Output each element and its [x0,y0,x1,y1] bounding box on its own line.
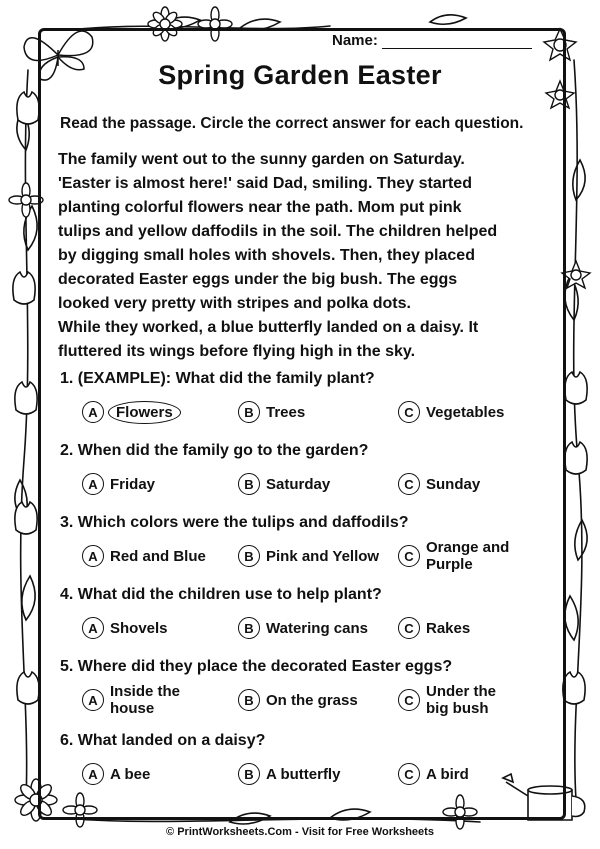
option-c[interactable] [398,684,506,716]
option-text: Pink and Yellow [266,547,380,565]
option-a[interactable] [82,684,190,716]
question-6 [60,730,540,794]
answer-options [60,468,540,504]
option-letter: C [398,473,420,495]
option-letter: C [398,763,420,785]
option-letter: C [398,401,420,423]
option-text: Watering cans [266,619,368,637]
option-b[interactable] [238,612,368,644]
option-text: A bird [426,765,469,783]
option-text: Friday [110,475,156,493]
option-c[interactable] [398,540,521,572]
passage-line: The family went out to the sunny garden on Saturday. [58,151,465,168]
option-letter: B [238,473,260,495]
option-letter: A [82,689,104,711]
option-b[interactable] [238,396,305,428]
question-5 [60,656,540,720]
option-letter: B [238,689,260,711]
option-c[interactable] [398,612,470,644]
name-line[interactable] [382,34,532,49]
option-text: Rakes [426,619,471,637]
option-c[interactable] [398,758,469,790]
answer-options [60,758,540,794]
option-letter: A [82,763,104,785]
passage-line: fluttered its wings before flying high in the sky. [58,343,416,360]
option-text: Inside the house [110,683,181,717]
option-letter: C [398,545,420,567]
passage-line: 'Easter is almost here!' said Dad, smiling. They started [58,175,472,192]
option-c[interactable] [398,396,504,428]
passage-line: tulips and yellow daffodils in the soil. The children helped [58,223,498,240]
option-text: Under the big bush [426,683,497,717]
option-letter: A [82,473,104,495]
answer-options [60,612,540,648]
option-a[interactable] [82,612,168,644]
option-text: Trees [266,403,306,421]
question-text: 2. When did the family go to the garden? [60,442,369,459]
option-text: Saturday [266,475,331,493]
option-text: Sunday [426,475,481,493]
question-text: 1. (EXAMPLE): What did the family plant? [60,370,375,387]
option-letter: C [398,689,420,711]
answer-options [60,684,540,720]
option-b[interactable] [238,468,330,500]
option-letter: A [82,545,104,567]
passage-line: looked very pretty with stripes and polka dots. [58,295,411,312]
reading-passage [58,148,548,364]
answer-options [60,396,540,432]
page-title: Spring Garden Easter [158,60,442,90]
option-letter: B [238,401,260,423]
option-letter: B [238,617,260,639]
option-text: On the grass [266,691,358,709]
option-a[interactable] [82,540,206,572]
footer-credit: © PrintWorksheets.Com - Visit for Free Worksheets [166,826,434,838]
instructions: Read the passage. Circle the correct answer for each question. [60,115,524,132]
option-text: A butterfly [266,765,341,783]
question-text: 6. What landed on a daisy? [60,732,266,749]
name-label: Name: [332,32,378,49]
question-text: 5. Where did they place the decorated Easter eggs? [60,658,453,675]
question-1 [60,368,540,432]
option-b[interactable] [238,758,340,790]
option-b[interactable] [238,540,379,572]
option-a[interactable] [82,468,155,500]
option-c[interactable] [398,468,480,500]
passage-line: by digging small holes with shovels. Then, they placed [58,247,475,264]
option-text: Red and Blue [110,547,206,565]
option-letter: A [82,401,104,423]
name-field [332,32,532,49]
option-letter: C [398,617,420,639]
option-letter: A [82,617,104,639]
option-text: A bee [110,765,151,783]
option-text: Shovels [110,619,168,637]
question-text: 3. Which colors were the tulips and daffodils? [60,514,409,531]
question-4 [60,584,540,648]
passage-line: planting colorful flowers near the path. Mom put pink [58,199,462,216]
option-a[interactable] [82,758,150,790]
passage-line: While they worked, a blue butterfly landed on a daisy. It [58,319,479,336]
question-2 [60,440,540,504]
option-text: Orange and Purple [426,539,510,573]
passage-line: decorated Easter eggs under the big bush. The eggs [58,271,458,288]
question-text: 4. What did the children use to help plant? [60,586,382,603]
option-letter: B [238,763,260,785]
option-text: Vegetables [426,403,505,421]
option-letter: B [238,545,260,567]
option-a[interactable] [82,396,181,428]
answer-options [60,540,540,576]
option-b[interactable] [238,684,358,716]
question-3 [60,512,540,576]
option-text-circled: Flowers [108,401,181,424]
